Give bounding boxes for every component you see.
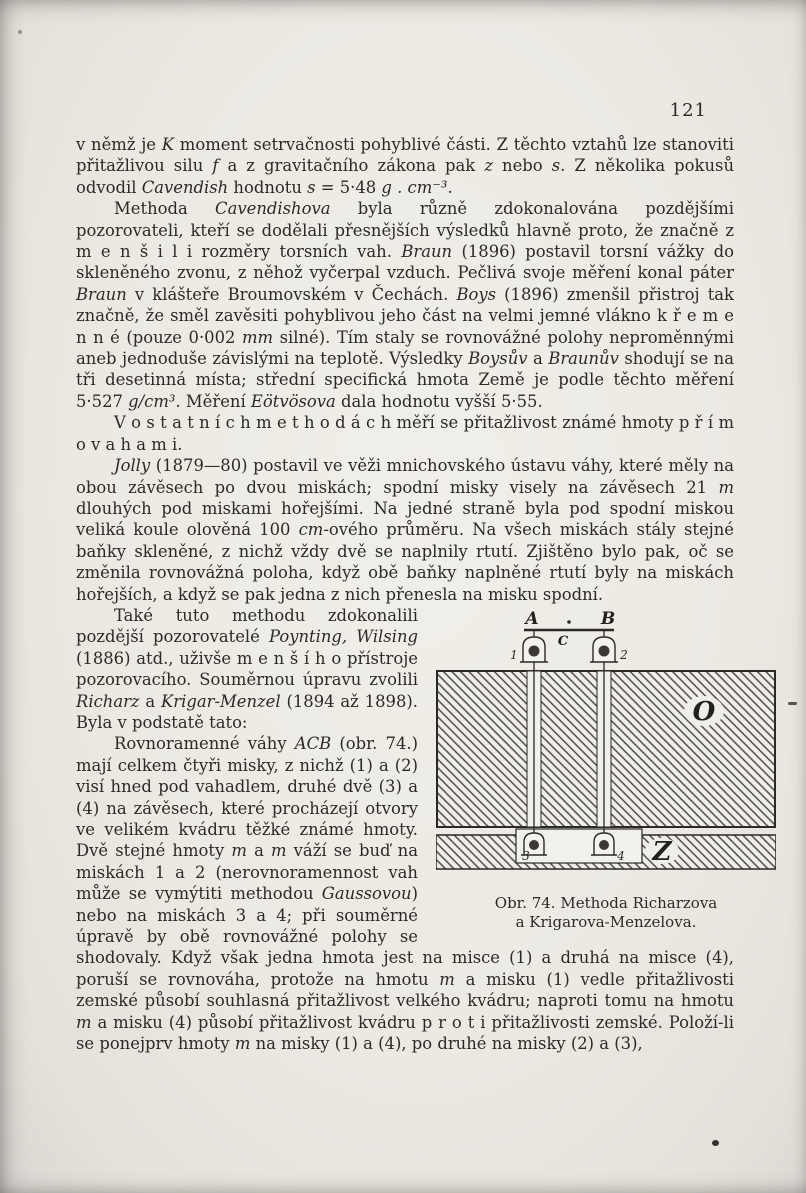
label-z: Z	[652, 836, 672, 867]
ink-speck	[18, 30, 22, 34]
beam-pivot-dot	[567, 620, 571, 624]
label-a: A	[525, 608, 539, 629]
label-c: C	[557, 633, 569, 649]
pan-4	[591, 833, 617, 855]
pan-2	[590, 637, 618, 662]
label-o: O	[692, 696, 716, 727]
figure-caption-line-1: Obr. 74. Methoda Richarzova	[494, 893, 718, 912]
paragraph-1: v němž je K moment setrvačnosti pohyblivé části. Z těchto vztahů lze stanoviti přitažlivou silu f a z gravitačního zákona pak z nebo s. Z několika pokusů odvodil Cavendish hodnotu s = 5·48 g . cm⁻³.	[76, 135, 735, 197]
ink-speck	[712, 1140, 719, 1146]
label-pan-3: 3	[522, 848, 530, 863]
figure-caption	[436, 894, 776, 933]
figure-74	[436, 609, 776, 933]
paragraph-4: Jolly (1879—80) postavil ve věži mnichovského ústavu váhy, které měly na obou závěsech po dvou miskách; spodní misky visely na závěsech 21 m dlouhých pod miskami hořejšími. Na jedné straně byla pod spodní miskou veliká koule olověná 100 cm-ového průměru. Na všech miskách stály stejné baňky skleněné, z nichž vždy dvě se naplnily rtutí. Zjištěno bylo pak, oč se změnila rovnovážná poloha, když obě baňky naplněné rtutí byly na miskách hořejších, a když se pak jedna z nich přenesla na misku spodní.	[76, 456, 734, 604]
paragraph-6: Rovnoramenné váhy ACB (obr. 74.) mají celkem čtyři misky, z nichž (1) a (2) visí hned pod vahadlem, druhé dvě (3) a (4) na závěsech, které procházejí otvory ve velikém kvádru těžké známé hmoty. Dvě stejné hmoty m a m váží se buď na miskách 1 a 2 (nerovnoramennost vah může se vymýtiti methodou Gaussovou) nebo na miskách 3 a 4; při souměrné úpravě by obě rovnovážné polohy se shodovaly. Když však jedna hmota jest na misce (1) a druhá na misce (4), poruší se rovnováha, protože na hmotu m a misku (1) vedle přitažlivosti zemské působí souhlasná přitažlivost velkého kvádru; naproti tomu na hmotu m a misku (4) působí přitažlivost kvádru p r o t i přitažlivosti zemské. Položí-li se ponejprv hmoty m na misky (1) a (4), po druhé na misky (2) a (3),	[76, 734, 734, 1054]
label-pan-4: 4	[617, 848, 625, 863]
label-pan-2: 2	[620, 647, 628, 662]
label-pan-1: 1	[510, 647, 518, 662]
ink-speck	[788, 702, 797, 705]
figure-caption-line-2: a Krigarova-Menzelova.	[515, 913, 697, 932]
page-content	[76, 134, 734, 1054]
page-number: 121	[669, 100, 707, 121]
label-b: B	[600, 608, 616, 629]
pan-1	[520, 637, 548, 662]
paragraph-3: V o s t a t n í c h m e t h o d á c h měří se přitažlivost známé hmoty p ř í m o v a h a m i.	[76, 413, 734, 454]
paragraph-2: Methoda Cavendishova byla různě zdokonalována pozdějšími pozorovateli, kteří se dodělali přesnějších výsledků hlavně proto, že značně z m e n š i l i rozměry torsních vah. Braun (1896) postavil torsní vážky do skleněného zvonu, z něhož vyčerpal vzduch. Pečlivá svoje měření konal páter Braun v klášteře Broumovském v Čechách. Boys (1896) zmenšil přistroj tak značně, že směl zavěsiti pohyblivou jeho část na velmi jemné vlákno k ř e m e n n é (pouze 0·002 mm silné). Tím staly se rovnovážné polohy neproměnnými aneb jednoduše závislými na teplotě. Výsledky Boysův a Braunův shodují se na tři desetinná místa; střední specifická hmota Země je podle těchto měření 5·527 g/cm³. Měření Eötvösova dala hodnotu vyšší 5·55.	[76, 199, 735, 411]
figure-74-diagram	[436, 609, 776, 877]
paragraph-5: Také tuto methodu zdokonalili pozdější pozorovatelé Poynting, Wilsing (1886) atd., uživše m e n š í h o přístroje pozorovacího. Souměrnou úpravu zvolili Richarz a Krigar-Menzel (1894 až 1898). Byla v podstatě tato:	[76, 605, 419, 732]
